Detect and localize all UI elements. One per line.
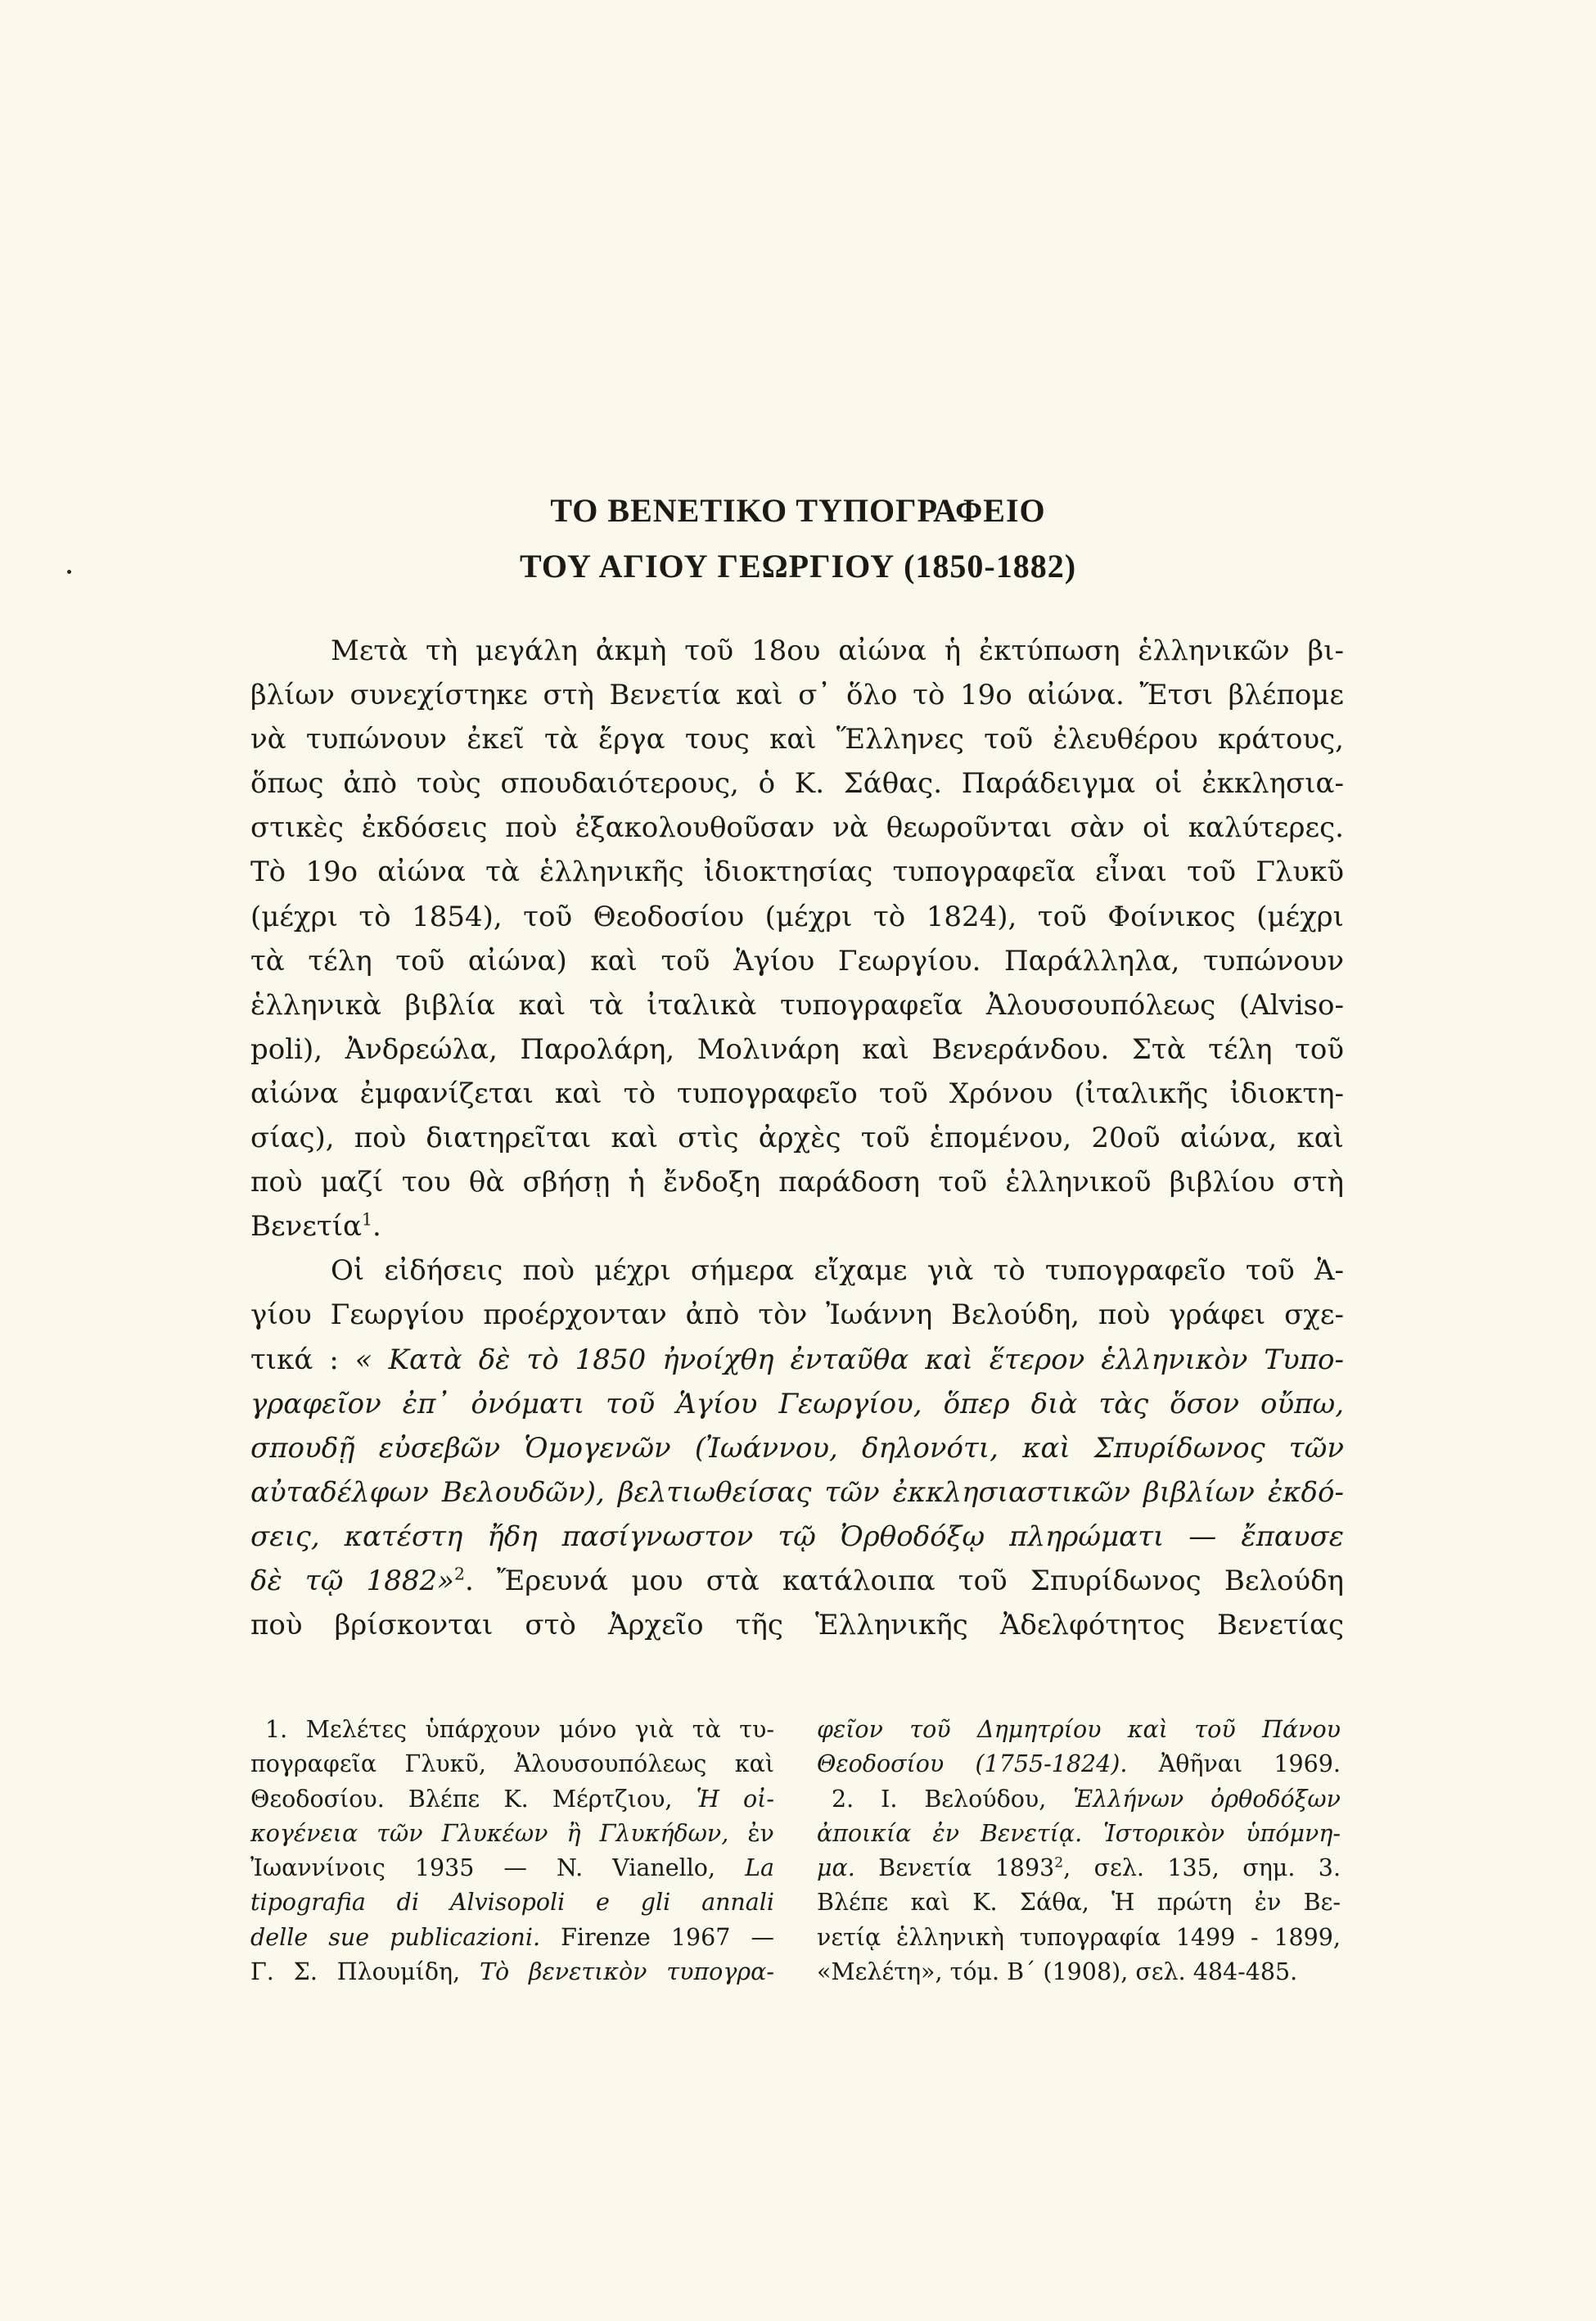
body-text (250, 629, 1344, 1647)
body-line: στικὲς ἐκδόσεις ποὺ ἐξακολουθοῦσαν νὰ θεωροῦνται σὰν οἱ καλύτερες. (250, 811, 1344, 845)
footnotes-left-column (250, 1713, 774, 1989)
footnote-line: «Μελέτη», τόμ. Β΄ (1908), σελ. 484-485. (817, 1958, 1298, 1986)
footnote-text: 2. Ι. Βελούδου, (832, 1785, 1074, 1813)
article-title (246, 483, 1350, 594)
footnote-text: Βενετία 1893 (854, 1854, 1055, 1882)
body-line (250, 1338, 1344, 1382)
footnote-line (250, 1817, 774, 1851)
body-line (250, 1559, 1344, 1603)
footnote-line (817, 1747, 1341, 1781)
footnote-italic: Ἡ οἰ- (696, 1785, 774, 1813)
footnote-italic: μα. (817, 1854, 855, 1882)
footnote-line (250, 1955, 774, 1989)
footnote-line: νετίᾳ ἑλληνικὴ τυπογραφία 1499 - 1899, (817, 1923, 1341, 1951)
title-line-1: ΤΟ ΒΕΝΕΤΙΚΟ ΤΥΠΟΓΡΑΦΕΙΟ (550, 492, 1046, 529)
footnote-line (250, 1851, 774, 1885)
body-line: σίας), ποὺ διατηρεῖται καὶ στὶς ἀρχὲς τοῦ ἑπομένου, 20οῦ αἰώνα, καὶ (250, 1122, 1344, 1155)
quotation-line: αὐταδέλφων Βελουδῶν), βελτιωθείσας τῶν ἐκκλησιαστικῶν βιβλίων ἐκδό- (250, 1475, 1344, 1509)
body-line: Βενετία$^1$. (250, 1209, 381, 1244)
footnote-italic: Θεοδοσίου (1755-1824). (817, 1750, 1128, 1778)
body-line: Τὸ 19ο αἰώνα τὰ ἑλληνικῆς ἰδιοκτησίας τυπογραφεῖα εἶναι τοῦ Γλυκῦ (250, 856, 1344, 889)
body-line: βλίων συνεχίστηκε στὴ Βενετία καὶ σ᾽ ὅλο τὸ 19ο αἰώνα. Ἔτσι βλέπομε (250, 679, 1344, 712)
footnote-line: 1. Μελέτες ὑπάρχουν μόνο γιὰ τὰ τυ- (265, 1716, 774, 1743)
footnote-line (250, 1782, 774, 1817)
footnotes-right-column (817, 1713, 1341, 1989)
footnote-line: φεῖον τοῦ Δημητρίου καὶ τοῦ Πάνου (817, 1716, 1341, 1743)
footnote-italic: κογένεια τῶν Γλυκέων ἢ Γλυκήδων, (250, 1819, 729, 1847)
body-line: Οἱ εἰδήσεις ποὺ μέχρι σήμερα εἴχαμε γιὰ τὸ τυπογραφεῖο τοῦ Ἁ- (331, 1254, 1344, 1288)
body-line: γίου Γεωργίου προέρχονταν ἀπὸ τὸν Ἰωάννη Βελούδη, ποὺ γράφει σχε- (250, 1298, 1344, 1332)
footnote-ref-1: 1 (361, 1209, 372, 1230)
body-text-fragment: Βενετία (250, 1210, 362, 1244)
footnote-text: ἐν (728, 1819, 774, 1847)
body-line: ποὺ μαζί του θὰ σβήσῃ ἡ ἔνδοξη παράδοση τοῦ ἑλληνικοῦ βιβλίου στὴ (250, 1166, 1344, 1199)
footnote-text: Ἰωαννίνοις 1935 — N. Vianello, (250, 1854, 746, 1882)
body-line: νὰ τυπώνουν ἐκεῖ τὰ ἔργα τους καὶ Ἕλληνες τοῦ ἐλευθέρου κράτους, (250, 723, 1344, 756)
body-line: ποὺ βρίσκονται στὸ Ἀρχεῖο τῆς Ἑλληνικῆς Ἀδελφότητος Βενετίας (250, 1609, 1344, 1642)
quotation-line: σπουδῇ εὐσεβῶν Ὁμογενῶν (Ἰωάννου, δηλονότι, καὶ Σπυρίδωνος τῶν (250, 1431, 1344, 1465)
footnote-ref-2: 2 (453, 1564, 465, 1584)
title-line-2: ΤΟΥ ΑΓΙΟΥ ΓΕΩΡΓΙΟΥ (1850-1882) (519, 548, 1077, 585)
footnote-line: ἀποικία ἐν Βενετίᾳ. Ἱστορικὸν ὑπόμνη- (817, 1819, 1341, 1847)
footnote-text: Γ. Σ. Πλουμίδη, (250, 1958, 480, 1986)
footnote-line (250, 1921, 774, 1955)
body-line: Μετὰ τὴ μεγάλη ἀκμὴ τοῦ 18ου αἰώνα ἡ ἐκτύπωση ἑλληνικῶν βι- (331, 634, 1344, 667)
footnote-line: tipografia di Alvisopoli e gli annali (250, 1889, 774, 1917)
footnote-line: Βλέπε καὶ Κ. Σάθα, Ἡ πρώτη ἐν Βε- (817, 1889, 1341, 1917)
quotation-text: « Κατὰ δὲ τὸ 1850 ἠνοίχθη ἐνταῦθα καὶ ἕτερον ἑλληνικὸν Τυπο- (354, 1343, 1345, 1376)
footnote-text: Firenze 1967 — (540, 1923, 774, 1951)
body-line: poli), Ἀνδρεώλα, Παρολάρη, Μολινάρη καὶ Βενεράνδου. Στὰ τέλη τοῦ (250, 1032, 1344, 1066)
footnote-text: Ἀθῆναι 1969. (1127, 1750, 1341, 1778)
quotation-line: γραφεῖον ἐπ᾽ ὀνόματι τοῦ Ἁγίου Γεωργίου, ὅπερ διὰ τὰς ὅσον οὔπω, (250, 1387, 1344, 1420)
body-line: ὅπως ἀπὸ τοὺς σπουδαιότερους, ὁ Κ. Σάθας. Παράδειγμα οἱ ἐκκλησια- (250, 767, 1344, 801)
quotation-text: δὲ τῷ 1882» (250, 1564, 454, 1597)
body-line: (μέχρι τὸ 1854), τοῦ Θεοδοσίου (μέχρι τὸ 1824), τοῦ Φοίνικος (μέχρι (250, 900, 1344, 933)
body-text-fragment: τικά : (250, 1343, 355, 1376)
footnote-text: Θεοδοσίου. Βλέπε Κ. Μέρτζιου, (250, 1785, 697, 1813)
edition-superscript: 2 (1054, 1854, 1064, 1872)
body-text-fragment: . Ἔρευνά μου στὰ κατάλοιπα τοῦ Σπυρίδωνος Βελούδη (464, 1564, 1344, 1597)
body-line: τὰ τέλη τοῦ αἰώνα) καὶ τοῦ Ἁγίου Γεωργίου. Παράλληλα, τυπώνουν (250, 944, 1344, 978)
footnote-italic: La (745, 1854, 774, 1882)
footnote-italic: Ἑλλήνων ὀρθοδόξων (1073, 1785, 1341, 1813)
footnote-italic: delle sue publicazioni. (250, 1923, 541, 1951)
body-line: αἰώνα ἐμφανίζεται καὶ τὸ τυπογραφεῖο τοῦ Χρόνου (ἰταλικῆς ἰδιοκτη- (250, 1077, 1344, 1110)
footnote-line (817, 1782, 1341, 1817)
margin-dot (67, 570, 71, 574)
quotation-line: σεις, κατέστη ἤδη πασίγνωστον τῷ Ὀρθοδόξῳ πληρώματι — ἔπαυσε (250, 1519, 1344, 1553)
body-line: ἑλληνικὰ βιβλία καὶ τὰ ἰταλικὰ τυπογραφεῖα Ἀλουσουπόλεως (Alviso- (250, 988, 1344, 1022)
footnote-line: πογραφεῖα Γλυκῦ, Ἀλουσουπόλεως καὶ (250, 1750, 774, 1778)
footnote-italic: Τὸ βενετικὸν τυπογρα- (479, 1958, 774, 1986)
footnote-text: , σελ. 135, σημ. 3. (1063, 1854, 1341, 1882)
footnote-line (817, 1851, 1341, 1885)
